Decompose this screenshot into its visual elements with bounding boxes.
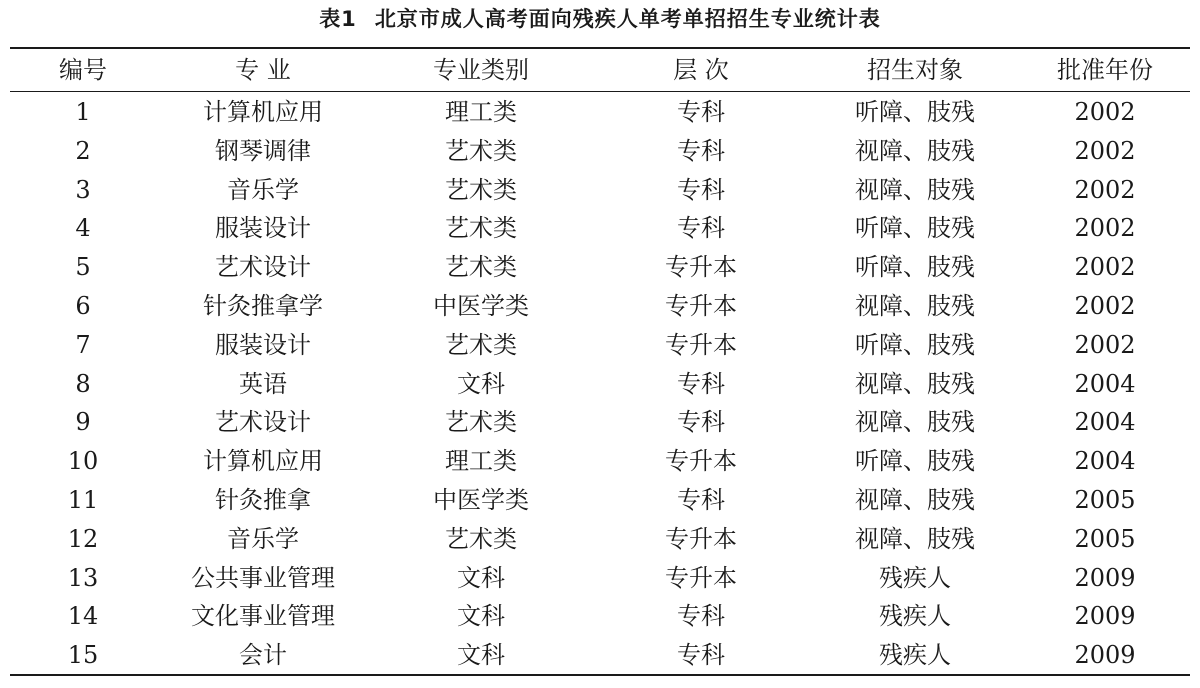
cell-level: 专科 <box>677 214 725 243</box>
cell-level: 专升本 <box>665 563 737 592</box>
cell-level: 专升本 <box>665 291 737 320</box>
table-caption <box>0 4 1200 34</box>
header-cell-year: 批准年份 <box>1057 56 1153 84</box>
cell-major: 文化事业管理 <box>191 602 335 631</box>
cell-year: 2002 <box>1074 214 1136 243</box>
table-row <box>10 209 1190 248</box>
cell-number: 12 <box>67 524 99 553</box>
table-body <box>10 91 1190 675</box>
cell-number: 6 <box>75 291 91 320</box>
table-row <box>10 326 1190 365</box>
cell-category: 艺术类 <box>445 408 517 437</box>
cell-number: 7 <box>75 330 91 359</box>
cell-major: 艺术设计 <box>215 408 311 437</box>
cell-number: 11 <box>67 485 99 514</box>
cell-category: 艺术类 <box>445 524 517 553</box>
cell-target: 视障、肢残 <box>855 408 975 437</box>
cell-level: 专升本 <box>665 253 737 282</box>
table-row <box>10 248 1190 287</box>
header-cell-category: 专业类别 <box>433 56 529 84</box>
table-row <box>10 91 1190 132</box>
cell-target: 残疾人 <box>879 602 951 631</box>
cell-level: 专科 <box>677 136 725 165</box>
enrollment-table <box>10 50 1190 675</box>
cell-year: 2004 <box>1074 447 1136 476</box>
cell-target: 视障、肢残 <box>855 136 975 165</box>
cell-year: 2004 <box>1074 408 1136 437</box>
cell-target: 视障、肢残 <box>855 524 975 553</box>
cell-year: 2002 <box>1074 291 1136 320</box>
table-title: 北京市成人高考面向残疾人单考单招招生专业统计表 <box>374 7 881 31</box>
cell-target: 听障、肢残 <box>855 214 975 243</box>
cell-level: 专科 <box>677 98 725 126</box>
cell-major: 会计 <box>239 641 287 670</box>
cell-level: 专科 <box>677 641 725 670</box>
cell-year: 2009 <box>1074 641 1136 670</box>
cell-major: 针灸推拿 <box>215 485 311 514</box>
header-cell-level: 层 次 <box>673 56 729 84</box>
table-row <box>10 520 1190 559</box>
cell-year: 2002 <box>1074 136 1136 165</box>
cell-year: 2009 <box>1074 602 1136 631</box>
cell-target: 视障、肢残 <box>855 369 975 398</box>
cell-year: 2002 <box>1074 98 1136 126</box>
cell-level: 专科 <box>677 175 725 204</box>
cell-category: 艺术类 <box>445 214 517 243</box>
cell-year: 2005 <box>1074 485 1136 514</box>
cell-category: 中医学类 <box>433 485 529 514</box>
cell-category: 艺术类 <box>445 175 517 204</box>
cell-level: 专科 <box>677 602 725 631</box>
cell-year: 2002 <box>1074 253 1136 282</box>
table-row <box>10 132 1190 171</box>
cell-year: 2005 <box>1074 524 1136 553</box>
cell-year: 2002 <box>1074 330 1136 359</box>
cell-target: 听障、肢残 <box>855 447 975 476</box>
header-cell-number: 编号 <box>59 56 107 84</box>
cell-target: 残疾人 <box>879 563 951 592</box>
cell-target: 听障、肢残 <box>855 253 975 282</box>
cell-category: 中医学类 <box>433 291 529 320</box>
cell-category: 文科 <box>457 563 505 592</box>
cell-number: 4 <box>75 214 91 243</box>
cell-major: 英语 <box>239 369 287 398</box>
cell-level: 专科 <box>677 408 725 437</box>
cell-number: 10 <box>67 447 99 476</box>
table-row <box>10 365 1190 404</box>
top-rule <box>10 47 1190 49</box>
table-row <box>10 636 1190 675</box>
table-row <box>10 597 1190 636</box>
table-number: 表1 <box>319 7 357 31</box>
header-cell-major: 专 业 <box>235 56 291 84</box>
cell-year: 2002 <box>1074 175 1136 204</box>
cell-category: 文科 <box>457 602 505 631</box>
header-cell-target: 招生对象 <box>867 56 963 84</box>
cell-major: 计算机应用 <box>203 447 323 476</box>
table-row <box>10 403 1190 442</box>
cell-category: 文科 <box>457 641 505 670</box>
cell-target: 残疾人 <box>879 641 951 670</box>
cell-number: 3 <box>75 175 91 204</box>
cell-year: 2009 <box>1074 563 1136 592</box>
cell-major: 钢琴调律 <box>215 136 311 165</box>
cell-level: 专科 <box>677 369 725 398</box>
cell-level: 专升本 <box>665 330 737 359</box>
cell-number: 8 <box>75 369 91 398</box>
table-row <box>10 171 1190 210</box>
cell-category: 艺术类 <box>445 136 517 165</box>
table-row <box>10 559 1190 598</box>
cell-number: 15 <box>67 641 99 670</box>
cell-number: 1 <box>75 98 91 126</box>
cell-category: 艺术类 <box>445 330 517 359</box>
cell-target: 视障、肢残 <box>855 485 975 514</box>
cell-number: 2 <box>75 136 91 165</box>
cell-level: 专升本 <box>665 447 737 476</box>
cell-target: 听障、肢残 <box>855 98 975 126</box>
cell-category: 文科 <box>457 369 505 398</box>
cell-major: 服装设计 <box>215 330 311 359</box>
cell-major: 音乐学 <box>227 524 299 553</box>
table-row <box>10 287 1190 326</box>
header-row <box>10 50 1190 91</box>
cell-level: 专科 <box>677 485 725 514</box>
cell-target: 听障、肢残 <box>855 330 975 359</box>
table-row <box>10 442 1190 481</box>
cell-major: 艺术设计 <box>215 253 311 282</box>
cell-target: 视障、肢残 <box>855 175 975 204</box>
cell-number: 14 <box>67 602 99 631</box>
cell-number: 9 <box>75 408 91 437</box>
cell-category: 艺术类 <box>445 253 517 282</box>
cell-year: 2004 <box>1074 369 1136 398</box>
cell-number: 13 <box>67 563 99 592</box>
table-row <box>10 481 1190 520</box>
cell-level: 专升本 <box>665 524 737 553</box>
cell-category: 理工类 <box>445 98 517 126</box>
cell-major: 公共事业管理 <box>191 563 335 592</box>
cell-category: 理工类 <box>445 447 517 476</box>
cell-major: 计算机应用 <box>203 98 323 126</box>
cell-major: 服装设计 <box>215 214 311 243</box>
cell-major: 音乐学 <box>227 175 299 204</box>
cell-major: 针灸推拿学 <box>203 291 323 320</box>
cell-target: 视障、肢残 <box>855 291 975 320</box>
cell-number: 5 <box>75 253 91 282</box>
